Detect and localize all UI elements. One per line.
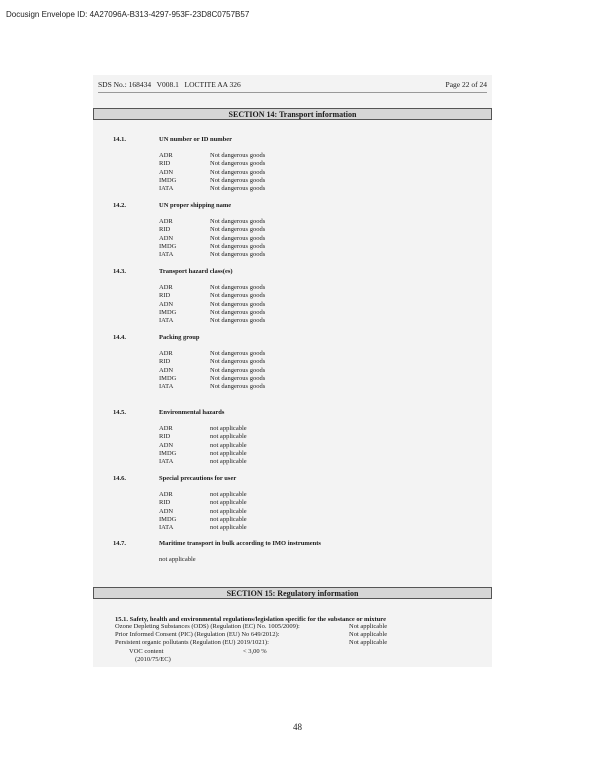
reg-label: Prior Informed Consent (PIC) (Regulation (EU) No 649/2012):: [115, 631, 280, 639]
subsection-number: 14.7.: [113, 540, 126, 547]
transport-mode: IATA: [159, 185, 174, 193]
transport-mode-row: [159, 450, 247, 458]
section-15-title: SECTION 15: Regulatory information: [93, 587, 492, 599]
subsection-number: 14.1.: [113, 136, 126, 143]
transport-mode: RID: [159, 292, 171, 300]
voc-reference: (2010/75/EC): [135, 655, 171, 663]
subsection-14-4: [93, 334, 492, 394]
transport-value: Not dangerous goods: [210, 176, 266, 184]
subsection-14-5: [93, 409, 492, 469]
transport-mode-row: [159, 425, 247, 433]
subsection-title: Transport hazard class(es): [159, 268, 233, 275]
transport-mode-list: [159, 218, 265, 259]
transport-value: Not dangerous goods: [210, 292, 266, 300]
transport-mode-row: [159, 508, 247, 516]
transport-value: Not dangerous goods: [210, 152, 266, 159]
transport-value: Not dangerous goods: [210, 168, 266, 176]
section-14-title: SECTION 14: Transport information: [93, 108, 492, 120]
transport-mode: IMDG: [159, 449, 177, 457]
transport-mode: IATA: [159, 317, 174, 325]
transport-mode: ADN: [159, 300, 174, 308]
page-number: 48: [293, 722, 302, 732]
transport-mode: ADN: [159, 366, 174, 374]
transport-value: Not dangerous goods: [210, 317, 266, 325]
transport-value: not applicable: [210, 515, 247, 523]
transport-value: Not dangerous goods: [210, 383, 266, 391]
reg-label: Ozone Depleting Substances (ODS) (Regulation (EC) No. 1005/2009):: [115, 623, 300, 630]
transport-value: Not dangerous goods: [210, 284, 266, 291]
transport-mode: RID: [159, 226, 171, 234]
transport-mode: IATA: [159, 458, 174, 466]
transport-mode-row: [159, 383, 265, 391]
transport-value: Not dangerous goods: [210, 185, 266, 193]
subsection-14-3: [93, 268, 492, 328]
regulatory-info: [115, 616, 475, 664]
transport-mode: RID: [159, 358, 171, 366]
transport-mode: IMDG: [159, 374, 177, 382]
transport-mode: RID: [159, 433, 171, 441]
subsection-title: Maritime transport in bulk according to IMO instruments: [159, 540, 321, 547]
transport-value: not applicable: [210, 433, 247, 441]
voc-label: VOC content: [129, 647, 164, 655]
transport-mode: ADR: [159, 425, 173, 432]
transport-mode: ADN: [159, 168, 174, 176]
transport-mode-row: [159, 458, 247, 466]
sds-header: [98, 80, 487, 93]
reg-line-pop: [115, 639, 475, 647]
transport-mode-row: [159, 226, 265, 234]
transport-value: Not dangerous goods: [210, 300, 266, 308]
transport-value: Not dangerous goods: [210, 242, 266, 250]
subsection-title: Environmental hazards: [159, 409, 225, 416]
transport-mode-row: [159, 235, 265, 243]
subsection-value: not applicable: [159, 556, 196, 563]
reg-line-ods: [115, 623, 475, 631]
transport-mode-row: [159, 185, 265, 193]
transport-mode-row: [159, 367, 265, 375]
subsection-14-6: [93, 475, 492, 535]
subsection-title: Packing group: [159, 334, 200, 341]
transport-mode-row: [159, 524, 247, 532]
transport-mode: ADR: [159, 491, 173, 498]
transport-value: Not dangerous goods: [210, 160, 266, 168]
transport-value: Not dangerous goods: [210, 308, 266, 316]
transport-mode: IMDG: [159, 176, 177, 184]
transport-value: Not dangerous goods: [210, 226, 266, 234]
transport-value: not applicable: [210, 499, 247, 507]
transport-mode: ADR: [159, 350, 173, 357]
transport-mode: RID: [159, 160, 171, 168]
transport-mode-row: [159, 433, 247, 441]
subsection-title: UN proper shipping name: [159, 202, 232, 209]
transport-mode: IMDG: [159, 308, 177, 316]
transport-mode-row: [159, 491, 247, 499]
transport-mode-list: [159, 425, 247, 466]
envelope-id: Docusign Envelope ID: 4A27096A-B313-4297-953F-23D8C0757B57: [6, 10, 250, 19]
subsection-number: 14.3.: [113, 268, 126, 275]
transport-mode-row: [159, 375, 265, 383]
transport-value: not applicable: [210, 524, 247, 532]
subsection-14-7: [93, 540, 492, 570]
voc-content: [115, 648, 475, 656]
subsection-number: 14.6.: [113, 475, 126, 482]
transport-value: Not dangerous goods: [210, 234, 266, 242]
transport-mode-row: [159, 152, 265, 160]
transport-mode: ADN: [159, 507, 174, 515]
subsection-15-1-title: 15.1. Safety, health and environmental regulations/legislation specific for the substance or mixture: [115, 616, 386, 623]
reg-label: Persistent organic pollutants (Regulation (EU) 2019/1021):: [115, 639, 269, 647]
transport-mode-list: [159, 152, 265, 193]
transport-mode-row: [159, 160, 265, 168]
transport-mode-row: [159, 177, 265, 185]
transport-mode-row: [159, 516, 247, 524]
transport-mode: IMDG: [159, 515, 177, 523]
transport-mode-row: [159, 301, 265, 309]
subsection-number: 14.2.: [113, 202, 126, 209]
transport-mode-row: [159, 350, 265, 358]
transport-mode: IATA: [159, 251, 174, 259]
transport-value: not applicable: [210, 449, 247, 457]
reg-value: Not applicable: [349, 639, 388, 647]
subsection-title: Special precautions for user: [159, 475, 237, 482]
subsection-number: 14.5.: [113, 409, 126, 416]
transport-mode: IMDG: [159, 242, 177, 250]
transport-mode-row: [159, 442, 247, 450]
transport-mode: ADR: [159, 284, 173, 291]
transport-mode-row: [159, 317, 265, 325]
transport-mode: ADR: [159, 152, 173, 159]
reg-value: Not applicable: [349, 623, 388, 630]
transport-mode-row: [159, 499, 247, 507]
transport-mode-list: [159, 284, 265, 325]
transport-mode-row: [159, 218, 265, 226]
subsection-14-2: [93, 202, 492, 262]
transport-mode-row: [159, 358, 265, 366]
transport-value: not applicable: [210, 425, 247, 432]
transport-mode-row: [159, 284, 265, 292]
transport-mode-row: [159, 309, 265, 317]
transport-value: not applicable: [210, 441, 247, 449]
transport-mode-row: [159, 243, 265, 251]
transport-mode: ADN: [159, 441, 174, 449]
transport-mode: ADR: [159, 218, 173, 225]
voc-value: < 3,00 %: [243, 647, 267, 655]
transport-value: Not dangerous goods: [210, 358, 266, 366]
transport-value: Not dangerous goods: [210, 366, 266, 374]
transport-mode: RID: [159, 499, 171, 507]
transport-mode: ADN: [159, 234, 174, 242]
transport-mode-row: [159, 169, 265, 177]
transport-value: not applicable: [210, 491, 247, 498]
subsection-14-1: [93, 136, 492, 196]
sds-page: [93, 75, 492, 667]
sds-header-left: SDS No.: 168434 V008.1 LOCTITE AA 326: [98, 80, 241, 89]
reg-value: Not applicable: [349, 631, 388, 639]
transport-mode-list: [159, 350, 265, 391]
transport-mode-row: [159, 292, 265, 300]
transport-value: Not dangerous goods: [210, 374, 266, 382]
transport-value: Not dangerous goods: [210, 218, 266, 225]
transport-value: Not dangerous goods: [210, 350, 266, 357]
transport-mode-list: [159, 491, 247, 532]
sds-header-page: Page 22 of 24: [445, 80, 487, 89]
subsection-title: UN number or ID number: [159, 136, 233, 143]
reg-line-pic: [115, 631, 475, 639]
transport-value: Not dangerous goods: [210, 251, 266, 259]
transport-value: not applicable: [210, 507, 247, 515]
subsection-number: 14.4.: [113, 334, 126, 341]
transport-value: not applicable: [210, 458, 247, 466]
transport-mode: IATA: [159, 383, 174, 391]
transport-mode: IATA: [159, 524, 174, 532]
transport-mode-row: [159, 251, 265, 259]
